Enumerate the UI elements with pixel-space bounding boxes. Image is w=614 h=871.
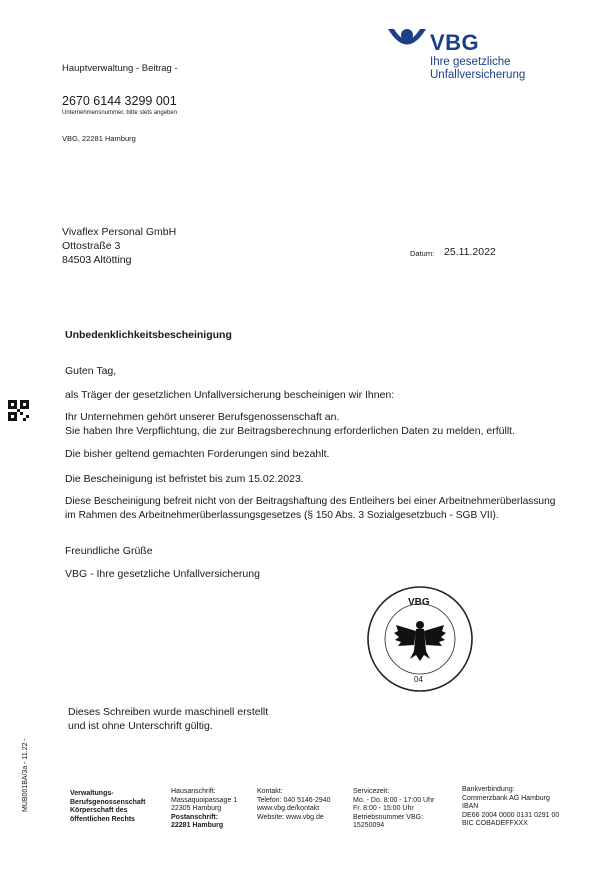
footer-text: Website: www.vbg.de [257,813,324,821]
greeting: Guten Tag, [65,365,117,377]
recipient-street: Ottostraße 3 [62,240,121,252]
footer-text: Commerzbank AG Hamburg [462,794,550,802]
closing: Freundliche Grüße [65,545,153,557]
date-value: 25.11.2022 [444,246,496,258]
footer-text: Servicezeit: [353,788,390,795]
member-number: 2670 6144 3299 001 [62,94,177,108]
machine-note [68,705,268,733]
footer-col-address [171,788,237,831]
side-form-code: MUB001BA/3a - 11.22 - [22,738,29,812]
date-label: Datum: [410,249,435,258]
signature-line: VBG - Ihre gesetzliche Unfallversicherung [65,568,260,580]
footer-text: Fr. 8:00 - 15:00 Uhr [353,805,414,812]
footer-col-contact [257,788,331,822]
footer-text: Hausanschrift: [171,788,216,795]
footer-text: DE66 2004 0000 0131 0291 00 [462,811,560,819]
official-seal [366,585,474,693]
footer-col-bank [462,786,559,829]
footer-text: 15250094 [353,822,385,829]
seal-abbr: VBG [408,597,430,608]
footer-col-organization [70,790,145,824]
logo-tagline-line1: Ihre gesetzliche [430,56,511,68]
logo-tagline [430,56,525,82]
footer-text: www.vbg.de/kontakt [257,805,320,812]
seal-number: 04 [414,675,423,684]
footer-text: Bankverbindung: [462,786,515,793]
footer-col-service [353,788,434,831]
paragraph-1: als Träger der gesetzlichen Unfallversicherung bescheinigen wir Ihnen: [65,389,395,401]
subject: Unbedenklichkeitsbescheinigung [65,329,232,341]
footer-text: IBAN [462,803,479,810]
department: Hauptverwaltung - Beitrag - [62,63,178,74]
qr-code-icon [8,400,29,421]
paragraph-3: Die bisher geltend gemachten Forderungen sind bezahlt. [65,448,330,460]
logo-tagline-line2: Unfallversicherung [430,69,526,81]
footer-text: Postanschrift: [171,813,219,821]
footer-text: Kontakt: [257,788,283,795]
paragraph-5-line2: im Rahmen des Arbeitnehmerüberlassungsgesetzes (§ 150 Abs. 3 Sozialgesetzbuch - SGB VII). [65,510,499,521]
paragraph-2 [65,410,515,438]
footer-text: 22305 Hamburg [171,805,222,812]
recipient-city: 84503 Altötting [62,254,132,266]
paragraph-5-line1: Diese Bescheinigung befreit nicht von der Beitragshaftung des Entleihers bei einer Arbeitnehmerüberlassung [65,496,556,507]
footer-text: Körperschaft des [70,807,128,814]
footer-text: Betriebsnummer VBG: [353,813,424,821]
machine-note-line1: Dieses Schreiben wurde maschinell erstellt [68,706,269,718]
vbg-logo-mark-icon [386,26,428,56]
paragraph-2-line2: Sie haben Ihre Verpflichtung, die zur Beitragsberechnung erforderlichen Daten zu melden, erfüllt. [65,425,516,437]
logo-name: VBG [430,30,480,55]
sender-line: VBG, 22281 Hamburg [62,134,136,143]
paragraph-4: Die Bescheinigung ist befristet bis zum 15.02.2023. [65,473,304,485]
footer-text: BIC COBADEFFXXX [462,820,528,827]
machine-note-line2: und ist ohne Unterschrift gültig. [68,720,213,732]
paragraph-2-line1: Ihr Unternehmen gehört unserer Berufsgenossenschaft an. [65,411,340,423]
footer-text: Mo. - Do. 8:00 - 17:00 Uhr [353,796,435,804]
member-number-note: Unternehmensnummer, bitte stets angeben [62,110,178,116]
recipient-name: Vivaflex Personal GmbH [62,226,177,238]
footer-text: öffentlichen Rechts [70,815,135,823]
footer-text: Berufsgenossenschaft [70,798,146,806]
paragraph-5 [65,495,555,523]
footer-text: Verwaltungs- [70,790,114,797]
footer-text: 22281 Hamburg [171,822,224,829]
footer-text: Telefon: 040 5146-2940 [257,796,331,804]
footer-text: Massaquoipassage 1 [171,796,238,804]
recipient-address [62,225,176,267]
